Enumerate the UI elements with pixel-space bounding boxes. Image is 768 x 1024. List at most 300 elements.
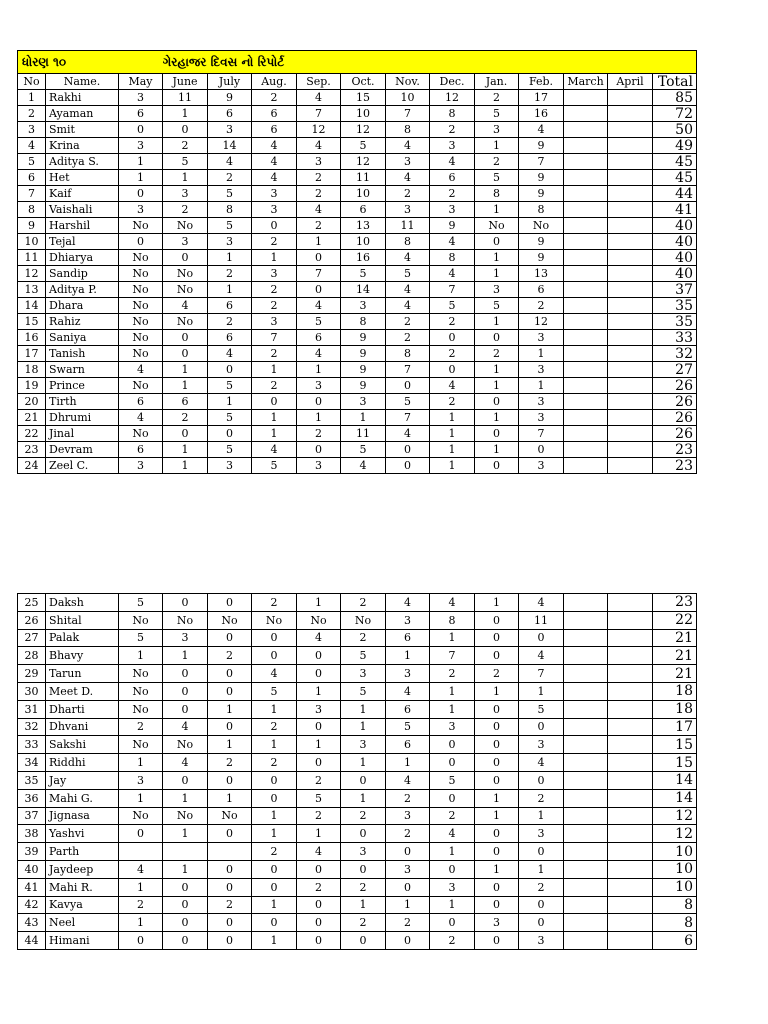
cell-may: 2 [119, 896, 163, 914]
cell-june: 1 [163, 860, 208, 878]
cell-no: 11 [18, 250, 46, 266]
cell-name: Aditya P. [46, 282, 119, 298]
cell-dec: 2 [430, 394, 475, 410]
cell-june: 2 [163, 410, 208, 426]
cell-june: 5 [163, 154, 208, 170]
table-row [18, 843, 697, 861]
table-row [18, 154, 697, 170]
cell-total: 85 [653, 90, 697, 106]
cell-dec: 7 [430, 282, 475, 298]
cell-march [564, 665, 608, 683]
cell-total: 10 [653, 878, 697, 896]
cell-jan: 0 [475, 611, 519, 629]
cell-jan: 1 [475, 682, 519, 700]
cell-july: 2 [208, 754, 252, 772]
cell-oct: 13 [341, 218, 386, 234]
cell-no: 27 [18, 629, 46, 647]
cell-july: 3 [208, 458, 252, 474]
cell-june: 0 [163, 426, 208, 442]
cell-june: 4 [163, 298, 208, 314]
cell-july: 5 [208, 218, 252, 234]
cell-april [608, 611, 653, 629]
cell-april [608, 266, 653, 282]
cell-no: 36 [18, 789, 46, 807]
cell-july: 3 [208, 122, 252, 138]
table-body [18, 594, 697, 950]
cell-dec: 4 [430, 594, 475, 612]
cell-nov: 4 [386, 250, 430, 266]
cell-march [564, 700, 608, 718]
cell-dec: 0 [430, 789, 475, 807]
cell-no: 8 [18, 202, 46, 218]
cell-may: 5 [119, 629, 163, 647]
cell-name: Bhavy [46, 647, 119, 665]
cell-nov: 3 [386, 860, 430, 878]
cell-nov: 2 [386, 330, 430, 346]
cell-nov: 2 [386, 314, 430, 330]
cell-june: 1 [163, 458, 208, 474]
cell-april [608, 218, 653, 234]
cell-name: Vaishali [46, 202, 119, 218]
cell-march [564, 771, 608, 789]
cell-aug: 1 [252, 410, 297, 426]
cell-total: 22 [653, 611, 697, 629]
table-row [18, 629, 697, 647]
cell-aug: 2 [252, 346, 297, 362]
cell-feb: 9 [519, 138, 564, 154]
cell-july: 2 [208, 266, 252, 282]
report-title-row [18, 51, 697, 74]
cell-dec: 1 [430, 458, 475, 474]
cell-may: 2 [119, 718, 163, 736]
cell-may: No [119, 314, 163, 330]
cell-june: 3 [163, 629, 208, 647]
cell-dec: 8 [430, 106, 475, 122]
cell-jan: 3 [475, 282, 519, 298]
cell-dec: 5 [430, 771, 475, 789]
cell-name: Yashvi [46, 825, 119, 843]
cell-aug: 0 [252, 647, 297, 665]
cell-no: 33 [18, 736, 46, 754]
cell-june: 4 [163, 754, 208, 772]
cell-feb: 3 [519, 394, 564, 410]
cell-name: Tarun [46, 665, 119, 683]
cell-feb: 4 [519, 647, 564, 665]
cell-dec: 12 [430, 90, 475, 106]
cell-jan: 1 [475, 789, 519, 807]
cell-dec: 8 [430, 611, 475, 629]
cell-no: 28 [18, 647, 46, 665]
cell-nov: 0 [386, 378, 430, 394]
cell-nov: 2 [386, 789, 430, 807]
cell-july: 1 [208, 700, 252, 718]
cell-jan: 5 [475, 106, 519, 122]
table-row [18, 202, 697, 218]
cell-nov: 8 [386, 346, 430, 362]
cell-oct: 15 [341, 90, 386, 106]
cell-dec: 2 [430, 314, 475, 330]
cell-june: 1 [163, 378, 208, 394]
cell-feb: 7 [519, 426, 564, 442]
cell-no: 19 [18, 378, 46, 394]
table-row [18, 878, 697, 896]
cell-aug: 4 [252, 154, 297, 170]
cell-nov: 3 [386, 611, 430, 629]
cell-dec: 2 [430, 932, 475, 950]
cell-aug: 1 [252, 896, 297, 914]
cell-june: 0 [163, 878, 208, 896]
cell-jan: 8 [475, 186, 519, 202]
cell-name: Rakhi [46, 90, 119, 106]
cell-sep: 1 [297, 594, 341, 612]
cell-march [564, 90, 608, 106]
cell-feb: 1 [519, 860, 564, 878]
table-row [18, 665, 697, 683]
cell-aug: No [252, 611, 297, 629]
cell-name: Smit [46, 122, 119, 138]
cell-feb: 0 [519, 843, 564, 861]
column-header-no: No [18, 74, 46, 90]
cell-feb: 3 [519, 825, 564, 843]
cell-jan: 1 [475, 138, 519, 154]
cell-april [608, 154, 653, 170]
cell-aug: 0 [252, 771, 297, 789]
cell-no: 39 [18, 843, 46, 861]
cell-aug: 4 [252, 665, 297, 683]
cell-march [564, 611, 608, 629]
cell-aug: 1 [252, 807, 297, 825]
cell-nov: 4 [386, 298, 430, 314]
cell-aug: 2 [252, 718, 297, 736]
cell-feb: 0 [519, 629, 564, 647]
cell-total: 37 [653, 282, 697, 298]
cell-total: 12 [653, 807, 697, 825]
cell-no: 6 [18, 170, 46, 186]
cell-jan: 0 [475, 843, 519, 861]
cell-april [608, 90, 653, 106]
cell-july: 1 [208, 789, 252, 807]
cell-feb: 7 [519, 665, 564, 683]
cell-name: Mahi G. [46, 789, 119, 807]
cell-total: 50 [653, 122, 697, 138]
cell-no: 24 [18, 458, 46, 474]
cell-name: Kavya [46, 896, 119, 914]
cell-aug: 3 [252, 314, 297, 330]
cell-jan: 0 [475, 736, 519, 754]
table-row [18, 106, 697, 122]
cell-feb: 1 [519, 807, 564, 825]
cell-march [564, 410, 608, 426]
cell-may: No [119, 266, 163, 282]
cell-sep: 1 [297, 736, 341, 754]
cell-dec: 3 [430, 202, 475, 218]
cell-nov: 5 [386, 718, 430, 736]
table-row [18, 426, 697, 442]
cell-feb: 0 [519, 896, 564, 914]
cell-sep: 4 [297, 202, 341, 218]
cell-march [564, 170, 608, 186]
cell-may: 4 [119, 410, 163, 426]
cell-dec: 1 [430, 700, 475, 718]
cell-april [608, 932, 653, 950]
cell-oct: 3 [341, 298, 386, 314]
cell-nov: 10 [386, 90, 430, 106]
cell-july: 2 [208, 314, 252, 330]
cell-may: 3 [119, 458, 163, 474]
table-row [18, 330, 697, 346]
cell-feb: 17 [519, 90, 564, 106]
cell-jan: 0 [475, 896, 519, 914]
cell-no: 13 [18, 282, 46, 298]
cell-dec: 0 [430, 860, 475, 878]
cell-april [608, 138, 653, 154]
cell-april [608, 330, 653, 346]
table-row [18, 932, 697, 950]
column-header-row [18, 74, 697, 90]
cell-jan: 0 [475, 330, 519, 346]
cell-no: 38 [18, 825, 46, 843]
report-title: ગેરહાજર દિવસ નો રિપોર્ટ [163, 51, 697, 74]
cell-oct: 0 [341, 860, 386, 878]
cell-march [564, 647, 608, 665]
cell-sep: 6 [297, 330, 341, 346]
cell-june: 1 [163, 442, 208, 458]
cell-jan: 0 [475, 932, 519, 950]
cell-april [608, 234, 653, 250]
table-row [18, 282, 697, 298]
cell-oct: 10 [341, 106, 386, 122]
cell-march [564, 234, 608, 250]
cell-feb: 4 [519, 594, 564, 612]
cell-feb: 9 [519, 234, 564, 250]
cell-july: 1 [208, 250, 252, 266]
cell-march [564, 807, 608, 825]
cell-nov: 0 [386, 878, 430, 896]
cell-aug: 1 [252, 736, 297, 754]
cell-sep: 4 [297, 138, 341, 154]
column-header-march: March [564, 74, 608, 90]
cell-total: 45 [653, 154, 697, 170]
cell-feb: 0 [519, 771, 564, 789]
cell-april [608, 771, 653, 789]
cell-no: 15 [18, 314, 46, 330]
cell-nov: 0 [386, 843, 430, 861]
column-header-oct: Oct. [341, 74, 386, 90]
cell-total: 40 [653, 266, 697, 282]
cell-nov: 11 [386, 218, 430, 234]
cell-jan: 1 [475, 378, 519, 394]
cell-sep: 4 [297, 843, 341, 861]
cell-june [163, 843, 208, 861]
cell-may: 4 [119, 362, 163, 378]
cell-sep: 2 [297, 878, 341, 896]
cell-june: 0 [163, 700, 208, 718]
cell-oct: 1 [341, 410, 386, 426]
column-header-total: Total [653, 74, 697, 90]
cell-march [564, 736, 608, 754]
cell-dec: 5 [430, 298, 475, 314]
cell-nov: 4 [386, 426, 430, 442]
cell-june: 3 [163, 234, 208, 250]
cell-oct: 10 [341, 186, 386, 202]
cell-sep: 0 [297, 282, 341, 298]
cell-sep: 0 [297, 442, 341, 458]
cell-july: No [208, 611, 252, 629]
cell-oct: 8 [341, 314, 386, 330]
cell-sep: 4 [297, 346, 341, 362]
cell-may: 0 [119, 932, 163, 950]
cell-april [608, 860, 653, 878]
cell-total: 21 [653, 665, 697, 683]
cell-april [608, 682, 653, 700]
cell-dec: 2 [430, 122, 475, 138]
cell-no: 32 [18, 718, 46, 736]
cell-march [564, 629, 608, 647]
cell-april [608, 106, 653, 122]
column-header-aug: Aug. [252, 74, 297, 90]
cell-oct: 3 [341, 843, 386, 861]
cell-march [564, 282, 608, 298]
cell-june: 0 [163, 932, 208, 950]
cell-no: 14 [18, 298, 46, 314]
column-header-sep: Sep. [297, 74, 341, 90]
cell-nov: 7 [386, 362, 430, 378]
cell-nov: 4 [386, 170, 430, 186]
cell-name: Shital [46, 611, 119, 629]
cell-march [564, 394, 608, 410]
cell-june: 0 [163, 122, 208, 138]
cell-sep: 2 [297, 186, 341, 202]
cell-june: 11 [163, 90, 208, 106]
table-row [18, 186, 697, 202]
table-row [18, 250, 697, 266]
cell-march [564, 138, 608, 154]
cell-aug: 3 [252, 186, 297, 202]
cell-dec: 2 [430, 665, 475, 683]
cell-april [608, 282, 653, 298]
cell-may: 1 [119, 154, 163, 170]
column-header-nov: Nov. [386, 74, 430, 90]
cell-feb: 16 [519, 106, 564, 122]
cell-march [564, 932, 608, 950]
cell-sep: 0 [297, 647, 341, 665]
cell-may: No [119, 330, 163, 346]
cell-aug: 2 [252, 594, 297, 612]
cell-july: 0 [208, 878, 252, 896]
cell-jan: 1 [475, 860, 519, 878]
cell-jan: 3 [475, 914, 519, 932]
cell-name: Krina [46, 138, 119, 154]
cell-june: 0 [163, 346, 208, 362]
cell-march [564, 825, 608, 843]
cell-aug: 1 [252, 250, 297, 266]
cell-march [564, 154, 608, 170]
cell-oct: 2 [341, 594, 386, 612]
cell-sep: 4 [297, 629, 341, 647]
cell-dec: 2 [430, 807, 475, 825]
cell-march [564, 860, 608, 878]
table-row [18, 410, 697, 426]
cell-no: 4 [18, 138, 46, 154]
cell-june: 1 [163, 106, 208, 122]
cell-sep: 0 [297, 394, 341, 410]
cell-dec: 0 [430, 736, 475, 754]
cell-no: 23 [18, 442, 46, 458]
cell-total: 45 [653, 170, 697, 186]
attendance-table-page-2 [17, 593, 697, 950]
cell-total: 40 [653, 250, 697, 266]
cell-aug: 0 [252, 629, 297, 647]
cell-nov: 4 [386, 138, 430, 154]
cell-june: No [163, 218, 208, 234]
table-row [18, 442, 697, 458]
cell-total: 49 [653, 138, 697, 154]
cell-sep: 2 [297, 218, 341, 234]
cell-dec: 1 [430, 896, 475, 914]
cell-nov: 1 [386, 647, 430, 665]
cell-dec: 4 [430, 154, 475, 170]
cell-march [564, 314, 608, 330]
cell-aug: 2 [252, 754, 297, 772]
table-row [18, 458, 697, 474]
cell-may: No [119, 700, 163, 718]
table-row [18, 807, 697, 825]
cell-dec: 8 [430, 250, 475, 266]
cell-march [564, 458, 608, 474]
cell-no: 21 [18, 410, 46, 426]
cell-total: 18 [653, 682, 697, 700]
cell-oct: 9 [341, 378, 386, 394]
cell-feb: 3 [519, 410, 564, 426]
cell-dec: 0 [430, 754, 475, 772]
cell-feb: 3 [519, 458, 564, 474]
cell-oct: 11 [341, 426, 386, 442]
cell-may: No [119, 736, 163, 754]
cell-may: 5 [119, 594, 163, 612]
cell-oct: 1 [341, 754, 386, 772]
cell-sep: 2 [297, 807, 341, 825]
cell-nov: 4 [386, 282, 430, 298]
cell-feb: 9 [519, 250, 564, 266]
table-row [18, 314, 697, 330]
cell-june: 1 [163, 825, 208, 843]
cell-aug: 1 [252, 426, 297, 442]
cell-april [608, 442, 653, 458]
cell-sep: 0 [297, 718, 341, 736]
cell-nov: 4 [386, 594, 430, 612]
table-row [18, 700, 697, 718]
cell-sep: 3 [297, 700, 341, 718]
cell-jan: 0 [475, 771, 519, 789]
cell-jan: 1 [475, 314, 519, 330]
cell-nov: 0 [386, 932, 430, 950]
table-row [18, 266, 697, 282]
cell-no: 34 [18, 754, 46, 772]
cell-oct: 6 [341, 202, 386, 218]
cell-no: 37 [18, 807, 46, 825]
table-row [18, 754, 697, 772]
cell-aug: 0 [252, 218, 297, 234]
cell-june: No [163, 282, 208, 298]
cell-feb: 13 [519, 266, 564, 282]
cell-no: 40 [18, 860, 46, 878]
cell-july [208, 843, 252, 861]
cell-june: 6 [163, 394, 208, 410]
cell-nov: 4 [386, 682, 430, 700]
cell-total: 35 [653, 298, 697, 314]
cell-dec: 1 [430, 442, 475, 458]
cell-aug: 2 [252, 282, 297, 298]
